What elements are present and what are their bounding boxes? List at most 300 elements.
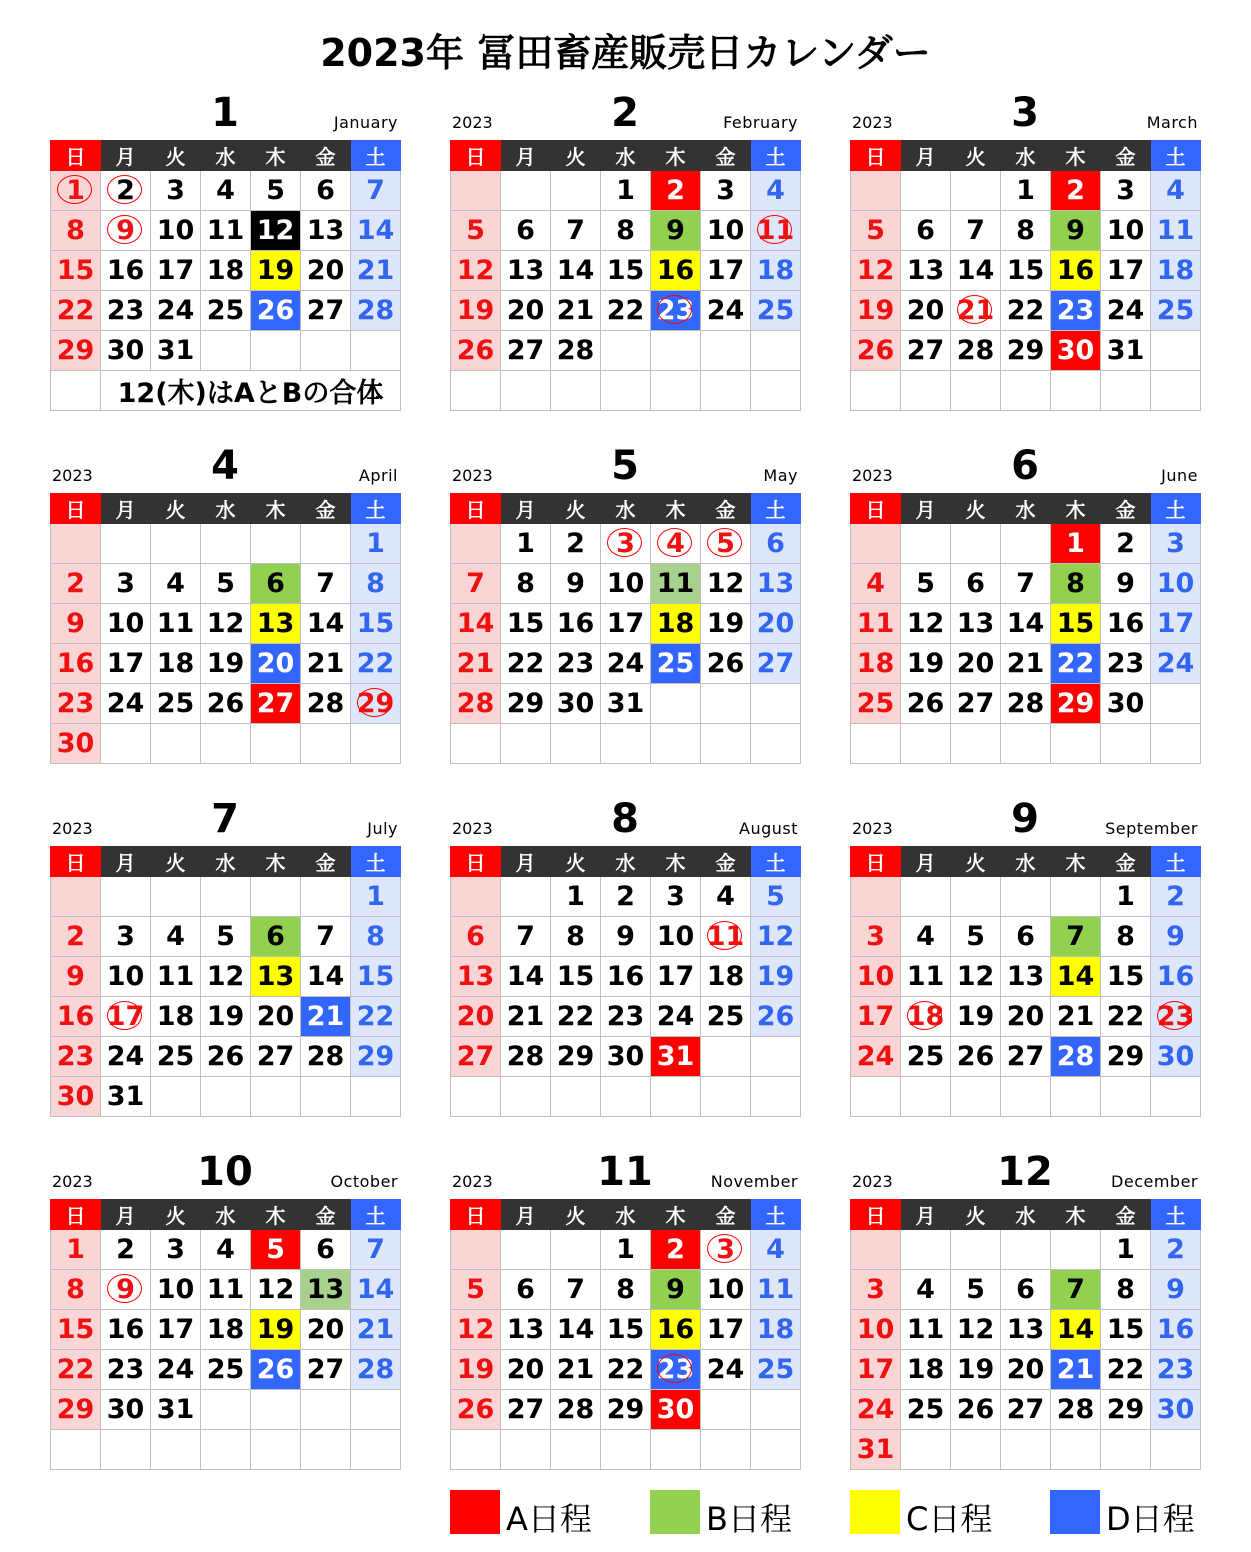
day-cell: 30 (601, 1037, 651, 1077)
weekday-header: 土 (351, 141, 401, 171)
day-cell: 7 (951, 211, 1001, 251)
empty-cell (851, 877, 901, 917)
day-cell: 9 (51, 957, 101, 997)
day-cell: 15 (551, 957, 601, 997)
month-header (50, 1149, 400, 1199)
day-cell: 5 (951, 917, 1001, 957)
day-cell: 31 (601, 684, 651, 724)
empty-cell (351, 1077, 401, 1117)
empty-cell (951, 1077, 1001, 1117)
day-cell: 19 (951, 997, 1001, 1037)
day-cell: 25 (901, 1037, 951, 1077)
day-cell: 27 (251, 684, 301, 724)
weekday-header: 金 (1101, 847, 1151, 877)
weekday-header: 木 (651, 1200, 701, 1230)
day-cell: 21 (351, 1310, 401, 1350)
legend-label: C日程 (906, 1500, 993, 1538)
weekday-header: 木 (1051, 847, 1101, 877)
day-cell: 19 (901, 644, 951, 684)
day-cell: 24 (1151, 644, 1201, 684)
day-cell: 19 (751, 957, 801, 997)
month-name: March (1146, 113, 1198, 132)
day-cell: 19 (201, 644, 251, 684)
empty-cell (1001, 877, 1051, 917)
week-row (451, 1310, 801, 1350)
weekday-header: 金 (1101, 494, 1151, 524)
weekday-header: 日 (451, 141, 501, 171)
day-cell: 5 (451, 211, 501, 251)
day-cell: 30 (1101, 684, 1151, 724)
weekday-header: 日 (451, 1200, 501, 1230)
weekday-header: 水 (1001, 1200, 1051, 1230)
week-row (451, 171, 801, 211)
week-row (851, 1310, 1201, 1350)
weekday-header: 木 (1051, 141, 1101, 171)
month-table (450, 1199, 801, 1470)
day-cell: 18 (201, 251, 251, 291)
empty-cell (951, 171, 1001, 211)
day-cell: 18 (151, 644, 201, 684)
day-cell: 17 (601, 604, 651, 644)
week-row (851, 291, 1201, 331)
day-cell: 1 (351, 877, 401, 917)
day-cell: 3 (1151, 524, 1201, 564)
day-cell: 9 (601, 917, 651, 957)
day-cell: 13 (1001, 957, 1051, 997)
day-cell: 20 (251, 644, 301, 684)
empty-cell (251, 1077, 301, 1117)
week-row (51, 371, 401, 411)
day-cell: 2 (51, 917, 101, 957)
weekday-header: 水 (601, 1200, 651, 1230)
day-cell: 14 (1001, 604, 1051, 644)
holiday-circle-mark (107, 1001, 142, 1030)
empty-cell (151, 877, 201, 917)
day-cell: 18 (201, 1310, 251, 1350)
day-cell: 14 (1051, 957, 1101, 997)
empty-cell (201, 1390, 251, 1430)
month-name: June (1161, 466, 1198, 485)
empty-cell (1051, 1430, 1101, 1470)
day-cell: 17 (851, 1350, 901, 1390)
day-cell: 11 (751, 211, 801, 251)
weekday-header: 水 (201, 141, 251, 171)
day-cell: 30 (551, 684, 601, 724)
day-cell: 19 (451, 291, 501, 331)
empty-cell (451, 1077, 501, 1117)
day-cell: 21 (1001, 644, 1051, 684)
day-cell: 3 (651, 877, 701, 917)
day-cell: 24 (101, 1037, 151, 1077)
month-number: 4 (211, 443, 239, 489)
empty-cell (451, 724, 501, 764)
empty-cell (351, 724, 401, 764)
empty-cell (1001, 1077, 1051, 1117)
day-cell: 12 (951, 957, 1001, 997)
empty-cell (501, 877, 551, 917)
day-cell: 22 (51, 291, 101, 331)
month-name: July (367, 819, 398, 838)
day-cell: 11 (651, 564, 701, 604)
month-year: 2023 (52, 466, 93, 485)
week-row (851, 211, 1201, 251)
weekday-header: 月 (901, 494, 951, 524)
weekday-header: 月 (501, 847, 551, 877)
day-cell: 6 (951, 564, 1001, 604)
weekday-header: 月 (901, 141, 951, 171)
day-cell: 9 (51, 604, 101, 644)
day-cell: 13 (901, 251, 951, 291)
empty-cell (1051, 1230, 1101, 1270)
day-cell: 28 (1051, 1390, 1101, 1430)
empty-cell (601, 724, 651, 764)
weekday-header: 金 (301, 1200, 351, 1230)
week-row (851, 564, 1201, 604)
day-cell: 21 (551, 291, 601, 331)
day-cell: 29 (551, 1037, 601, 1077)
empty-cell (1001, 724, 1051, 764)
week-row (51, 684, 401, 724)
day-cell: 12 (251, 1270, 301, 1310)
month-year: 2023 (452, 1172, 493, 1191)
day-cell: 13 (501, 251, 551, 291)
legend-label: D日程 (1106, 1500, 1195, 1538)
day-cell: 13 (251, 957, 301, 997)
month-header (450, 443, 800, 493)
weekday-header: 火 (951, 847, 1001, 877)
day-cell: 5 (751, 877, 801, 917)
week-row (851, 171, 1201, 211)
day-cell: 21 (451, 644, 501, 684)
month-header (50, 443, 400, 493)
day-cell: 3 (701, 171, 751, 211)
day-cell: 19 (701, 604, 751, 644)
day-cell: 22 (51, 1350, 101, 1390)
day-cell: 18 (901, 997, 951, 1037)
day-cell: 8 (501, 564, 551, 604)
day-cell: 26 (851, 331, 901, 371)
day-cell: 25 (1151, 291, 1201, 331)
weekday-header: 月 (101, 1200, 151, 1230)
weekday-header: 水 (201, 1200, 251, 1230)
weekday-header: 日 (451, 494, 501, 524)
day-cell: 2 (651, 171, 701, 211)
day-cell: 5 (451, 1270, 501, 1310)
day-cell: 31 (151, 1390, 201, 1430)
empty-cell (301, 1430, 351, 1470)
day-cell: 17 (151, 251, 201, 291)
day-cell: 2 (601, 877, 651, 917)
day-cell: 20 (951, 644, 1001, 684)
week-row (451, 1390, 801, 1430)
empty-cell (1151, 331, 1201, 371)
day-cell: 6 (751, 524, 801, 564)
day-cell: 12 (201, 957, 251, 997)
day-cell: 26 (951, 1037, 1001, 1077)
day-cell: 1 (501, 524, 551, 564)
month-3 (850, 90, 1200, 411)
day-cell: 28 (351, 1350, 401, 1390)
day-cell: 5 (201, 564, 251, 604)
month-7 (50, 796, 400, 1117)
day-cell: 4 (851, 564, 901, 604)
day-cell: 22 (501, 644, 551, 684)
month-table (50, 493, 401, 764)
day-cell: 23 (51, 1037, 101, 1077)
day-cell: 1 (1051, 524, 1101, 564)
day-cell: 18 (1151, 251, 1201, 291)
empty-cell (551, 371, 601, 411)
month-table (450, 493, 801, 764)
day-cell: 28 (351, 291, 401, 331)
empty-cell (601, 331, 651, 371)
day-cell: 25 (851, 684, 901, 724)
day-cell: 26 (901, 684, 951, 724)
day-cell: 14 (1051, 1310, 1101, 1350)
empty-cell (651, 371, 701, 411)
day-cell: 15 (501, 604, 551, 644)
empty-cell (901, 724, 951, 764)
day-cell: 20 (1001, 1350, 1051, 1390)
week-row (51, 524, 401, 564)
day-cell: 1 (51, 1230, 101, 1270)
day-cell: 1 (1101, 1230, 1151, 1270)
empty-cell (901, 171, 951, 211)
week-row (51, 1230, 401, 1270)
week-row (451, 524, 801, 564)
empty-cell (51, 1430, 101, 1470)
empty-cell (51, 524, 101, 564)
week-row (451, 724, 801, 764)
day-cell: 20 (751, 604, 801, 644)
day-cell: 16 (1151, 1310, 1201, 1350)
empty-cell (851, 724, 901, 764)
day-cell: 21 (1051, 997, 1101, 1037)
day-cell: 5 (951, 1270, 1001, 1310)
weekday-header: 土 (351, 1200, 401, 1230)
day-cell: 25 (901, 1390, 951, 1430)
month-header (850, 90, 1200, 140)
weekday-header: 水 (1001, 141, 1051, 171)
empty-cell (1101, 371, 1151, 411)
day-cell: 20 (1001, 997, 1051, 1037)
empty-cell (1151, 371, 1201, 411)
month-year: 2023 (852, 113, 893, 132)
month-number: 10 (197, 1149, 253, 1195)
day-cell: 14 (551, 1310, 601, 1350)
day-cell: 19 (251, 251, 301, 291)
month-number: 1 (211, 90, 239, 136)
empty-cell (451, 1230, 501, 1270)
weekday-header: 木 (1051, 1200, 1101, 1230)
legend-swatch (1050, 1490, 1100, 1534)
month-number: 9 (1011, 796, 1039, 842)
week-row (51, 1077, 401, 1117)
empty-cell (751, 724, 801, 764)
empty-cell (101, 1430, 151, 1470)
empty-cell (601, 1430, 651, 1470)
weekday-header: 木 (251, 1200, 301, 1230)
day-cell: 5 (251, 1230, 301, 1270)
day-cell: 8 (1001, 211, 1051, 251)
weekday-header: 水 (601, 141, 651, 171)
day-cell: 21 (301, 997, 351, 1037)
week-row (51, 1310, 401, 1350)
weekday-header: 土 (751, 847, 801, 877)
week-row (51, 1430, 401, 1470)
weekday-header: 水 (1001, 494, 1051, 524)
day-cell: 4 (1151, 171, 1201, 211)
holiday-circle-mark (757, 215, 792, 244)
day-cell: 10 (1151, 564, 1201, 604)
day-cell: 8 (1101, 917, 1151, 957)
empty-cell (951, 524, 1001, 564)
empty-cell (501, 171, 551, 211)
day-cell: 26 (751, 997, 801, 1037)
empty-cell (951, 1430, 1001, 1470)
empty-cell (301, 1390, 351, 1430)
day-cell: 25 (751, 1350, 801, 1390)
day-cell: 19 (251, 1310, 301, 1350)
week-row (851, 957, 1201, 997)
empty-cell (851, 171, 901, 211)
week-row (51, 1350, 401, 1390)
day-cell: 25 (201, 291, 251, 331)
day-cell: 23 (51, 684, 101, 724)
day-cell: 9 (1101, 564, 1151, 604)
day-cell: 22 (351, 997, 401, 1037)
empty-cell (901, 371, 951, 411)
week-row (51, 604, 401, 644)
day-cell: 23 (101, 291, 151, 331)
empty-cell (651, 724, 701, 764)
day-cell: 15 (1001, 251, 1051, 291)
day-cell: 22 (351, 644, 401, 684)
day-cell: 11 (901, 957, 951, 997)
holiday-circle-mark (607, 528, 642, 557)
month-table (450, 846, 801, 1117)
day-cell: 12 (901, 604, 951, 644)
day-cell: 20 (501, 1350, 551, 1390)
empty-cell (501, 371, 551, 411)
day-cell: 10 (701, 1270, 751, 1310)
month-table (50, 846, 401, 1117)
weekday-header: 水 (201, 494, 251, 524)
day-cell: 13 (1001, 1310, 1051, 1350)
week-row (851, 1037, 1201, 1077)
weekday-header: 月 (901, 1200, 951, 1230)
empty-cell (751, 371, 801, 411)
day-cell: 1 (601, 1230, 651, 1270)
empty-cell (101, 877, 151, 917)
week-row (451, 251, 801, 291)
empty-cell (1151, 724, 1201, 764)
weekday-header: 土 (1151, 141, 1201, 171)
week-row (851, 997, 1201, 1037)
day-cell: 9 (101, 1270, 151, 1310)
day-cell: 28 (301, 1037, 351, 1077)
day-cell: 13 (301, 211, 351, 251)
empty-cell (551, 1230, 601, 1270)
day-cell: 16 (1051, 251, 1101, 291)
empty-cell (251, 877, 301, 917)
month-9 (850, 796, 1200, 1117)
day-cell (51, 371, 101, 411)
day-cell: 29 (1101, 1037, 1151, 1077)
day-cell: 3 (701, 1230, 751, 1270)
holiday-circle-mark (107, 1274, 142, 1303)
day-cell: 25 (201, 1350, 251, 1390)
day-cell: 29 (51, 331, 101, 371)
week-row (851, 604, 1201, 644)
month-table (50, 140, 401, 411)
day-cell: 23 (1151, 1350, 1201, 1390)
day-cell: 24 (151, 1350, 201, 1390)
empty-cell (451, 524, 501, 564)
weekday-header: 火 (951, 494, 1001, 524)
week-row (51, 251, 401, 291)
day-cell: 4 (751, 171, 801, 211)
day-cell: 23 (651, 291, 701, 331)
day-cell: 4 (901, 1270, 951, 1310)
month-year: 2023 (52, 819, 93, 838)
day-cell: 30 (1151, 1390, 1201, 1430)
day-cell: 29 (351, 1037, 401, 1077)
empty-cell (951, 371, 1001, 411)
day-cell: 17 (701, 251, 751, 291)
day-cell: 16 (101, 251, 151, 291)
day-cell: 3 (101, 917, 151, 957)
weekday-header: 金 (701, 141, 751, 171)
day-cell: 13 (301, 1270, 351, 1310)
month-4 (50, 443, 400, 764)
day-cell: 18 (701, 957, 751, 997)
week-row (451, 1350, 801, 1390)
empty-cell (651, 1077, 701, 1117)
empty-cell (501, 1230, 551, 1270)
week-row (451, 211, 801, 251)
day-cell: 14 (951, 251, 1001, 291)
day-cell: 13 (951, 604, 1001, 644)
empty-cell (301, 724, 351, 764)
day-cell: 17 (851, 997, 901, 1037)
week-row (51, 564, 401, 604)
day-cell: 10 (851, 1310, 901, 1350)
day-cell: 6 (901, 211, 951, 251)
week-row (51, 644, 401, 684)
holiday-circle-mark (657, 1354, 692, 1383)
empty-cell (901, 1077, 951, 1117)
weekday-header: 木 (251, 494, 301, 524)
weekday-header: 水 (1001, 847, 1051, 877)
empty-cell (451, 877, 501, 917)
day-cell: 30 (651, 1390, 701, 1430)
day-cell: 19 (851, 291, 901, 331)
day-cell: 27 (751, 644, 801, 684)
empty-cell (901, 1230, 951, 1270)
empty-cell (851, 524, 901, 564)
day-cell: 23 (651, 1350, 701, 1390)
day-cell: 14 (351, 1270, 401, 1310)
day-cell: 28 (451, 684, 501, 724)
legend-swatch (850, 1490, 900, 1534)
empty-cell (901, 1430, 951, 1470)
weekday-header: 月 (901, 847, 951, 877)
day-cell: 1 (1101, 877, 1151, 917)
day-cell: 2 (51, 564, 101, 604)
weekday-header: 日 (451, 847, 501, 877)
month-number: 12 (997, 1149, 1053, 1195)
